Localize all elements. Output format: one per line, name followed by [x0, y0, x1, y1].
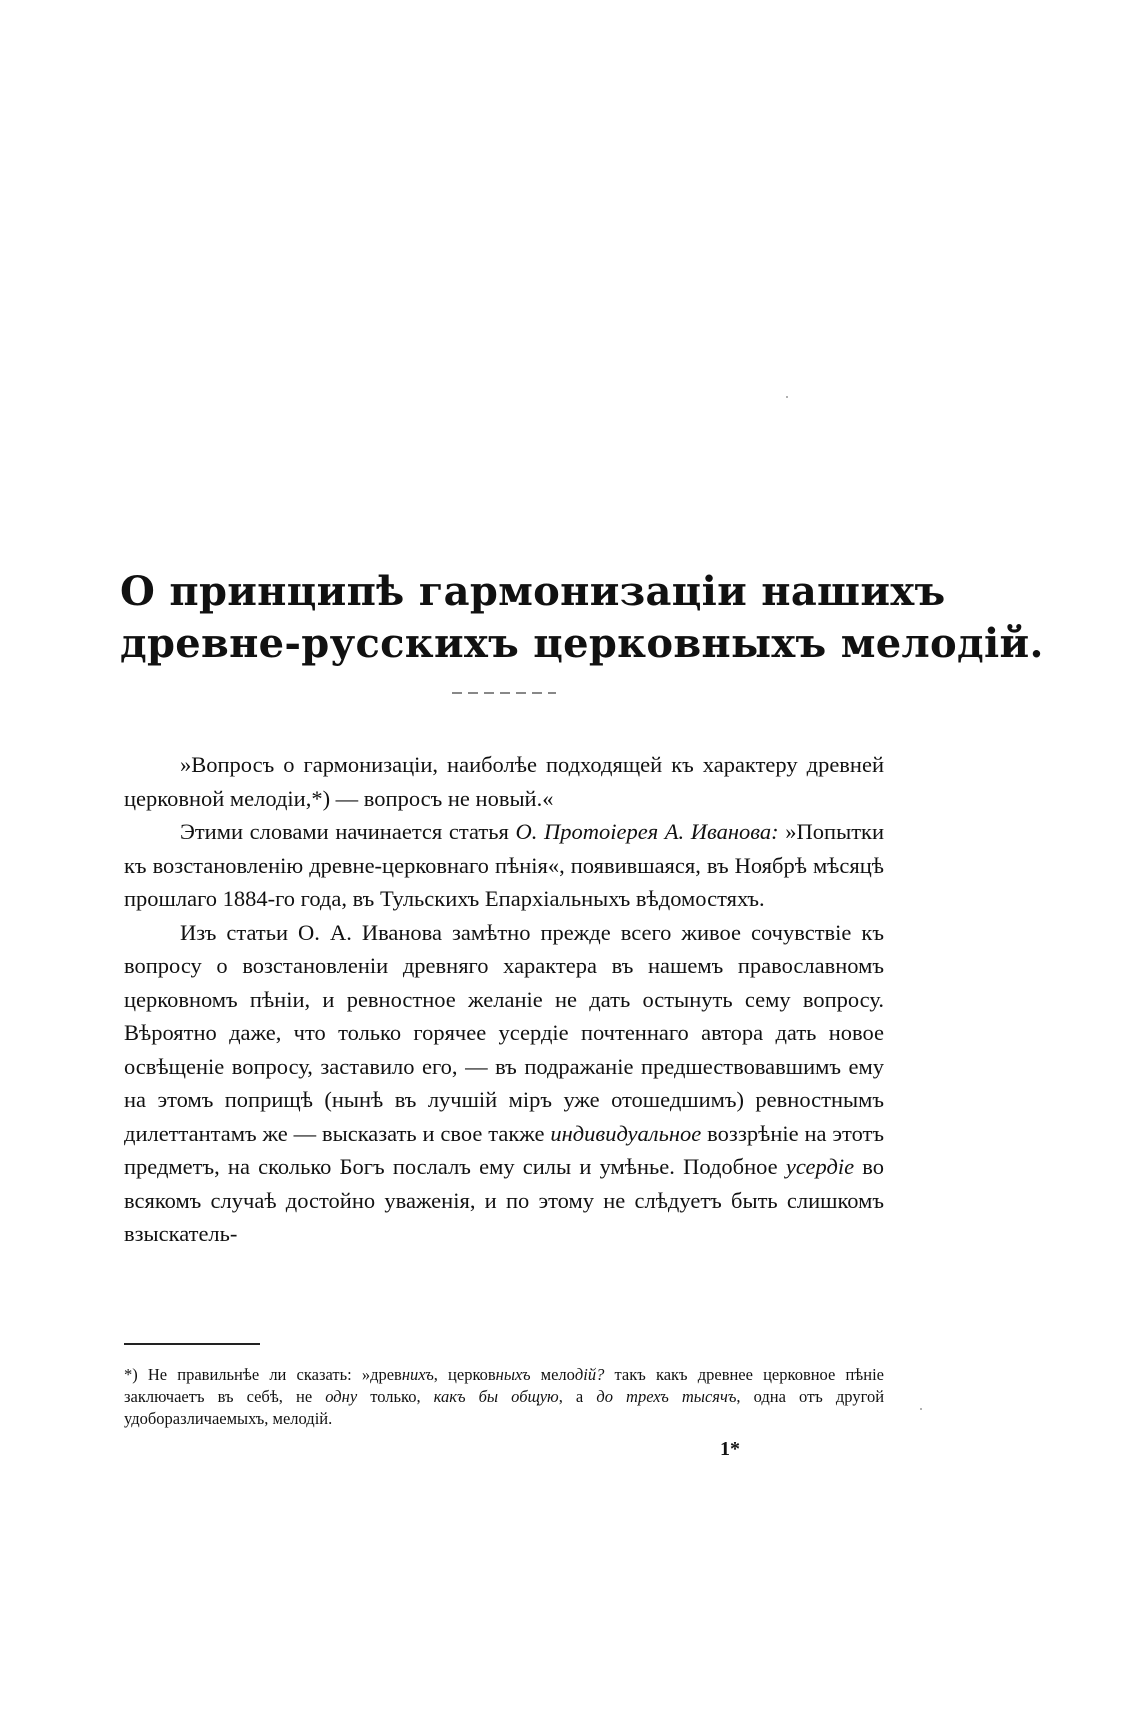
text-run: мело: [530, 1365, 575, 1384]
title-ornament: [452, 692, 556, 694]
italic-text: О. Протоіерея А. Иванова:: [515, 819, 779, 844]
paragraph: [124, 815, 884, 916]
text-run: только,: [357, 1387, 434, 1406]
text-run: »Вопросъ о гармонизаціи, наиболѣе подходящей къ характеру древней церковной мелодіи,*) — вопросъ не новый.«: [124, 752, 884, 811]
italic-text: ныхъ: [495, 1365, 531, 1384]
article-title: [120, 566, 1044, 670]
page-number: 1*: [720, 1438, 740, 1460]
article-body: [124, 748, 884, 1251]
text-run: , одна отъ другой удоборазличаемыхъ, мелодій.: [124, 1387, 885, 1428]
text-run: *) Не правильнѣе ли сказать: »древ: [124, 1365, 402, 1384]
italic-text: индивидуальное: [550, 1120, 702, 1146]
footnote-rule: [124, 1343, 260, 1345]
scan-speck: [786, 396, 788, 398]
italic-text: какъ бы общую: [433, 1387, 559, 1406]
text-run: Изъ статьи О. А. Иванова замѣтно прежде всего живое сочувствіе къ вопросу о возстановленіи древняго характера въ нашемъ православномъ церковномъ пѣніи, и ревностное желаніе не дать остынуть сему вопросу. Вѣроятно даже, что только горячее усердіе почтеннаго автора дать новое освѣщеніе вопросу, заставило его, — въ подражаніе предшествовавшимъ ему на этомъ поприщѣ (нынѣ въ лучшій міръ уже отошедшимъ) ревностнымъ дилеттантамъ же — высказать и свое также: [124, 919, 884, 1146]
paragraph: [124, 748, 884, 815]
text-run: воззрѣніе на этотъ предметъ, на сколько Богъ послалъ ему силы и умѣнье. Подобное: [124, 1120, 884, 1179]
title-line-2: древне-русскихъ церковныхъ мелодій.: [120, 620, 1044, 667]
text-run: во всякомъ случаѣ достойно уваженія, и по этому не слѣдуетъ быть слишкомъ взыскатель-: [124, 1154, 884, 1246]
italic-text: нихъ: [401, 1365, 434, 1384]
italic-text: одну: [325, 1387, 358, 1406]
title-line-1: О принципѣ гармонизаціи нашихъ: [120, 568, 946, 615]
text-run: Этими словами начинается статья: [180, 819, 516, 844]
scan-speck: [920, 1408, 922, 1410]
italic-text: дій?: [574, 1365, 605, 1384]
italic-text: до трехъ тысячъ: [596, 1387, 737, 1406]
footnote: [124, 1364, 884, 1430]
text-run: такъ какъ древнее церковное пѣніе заключаетъ въ себѣ, не: [124, 1365, 885, 1406]
text-run: »Попытки къ возстановленію древне-церковнаго пѣнія«, появившаяся, въ Ноябрѣ мѣсяцѣ прошлаго 1884-го года, въ Тульскихъ Епархіальныхъ вѣдомостяхъ.: [124, 819, 884, 911]
paragraph: [124, 916, 884, 1251]
text-run: , церков: [433, 1365, 496, 1384]
italic-text: усердіе: [785, 1154, 855, 1179]
text-run: , а: [558, 1387, 597, 1406]
